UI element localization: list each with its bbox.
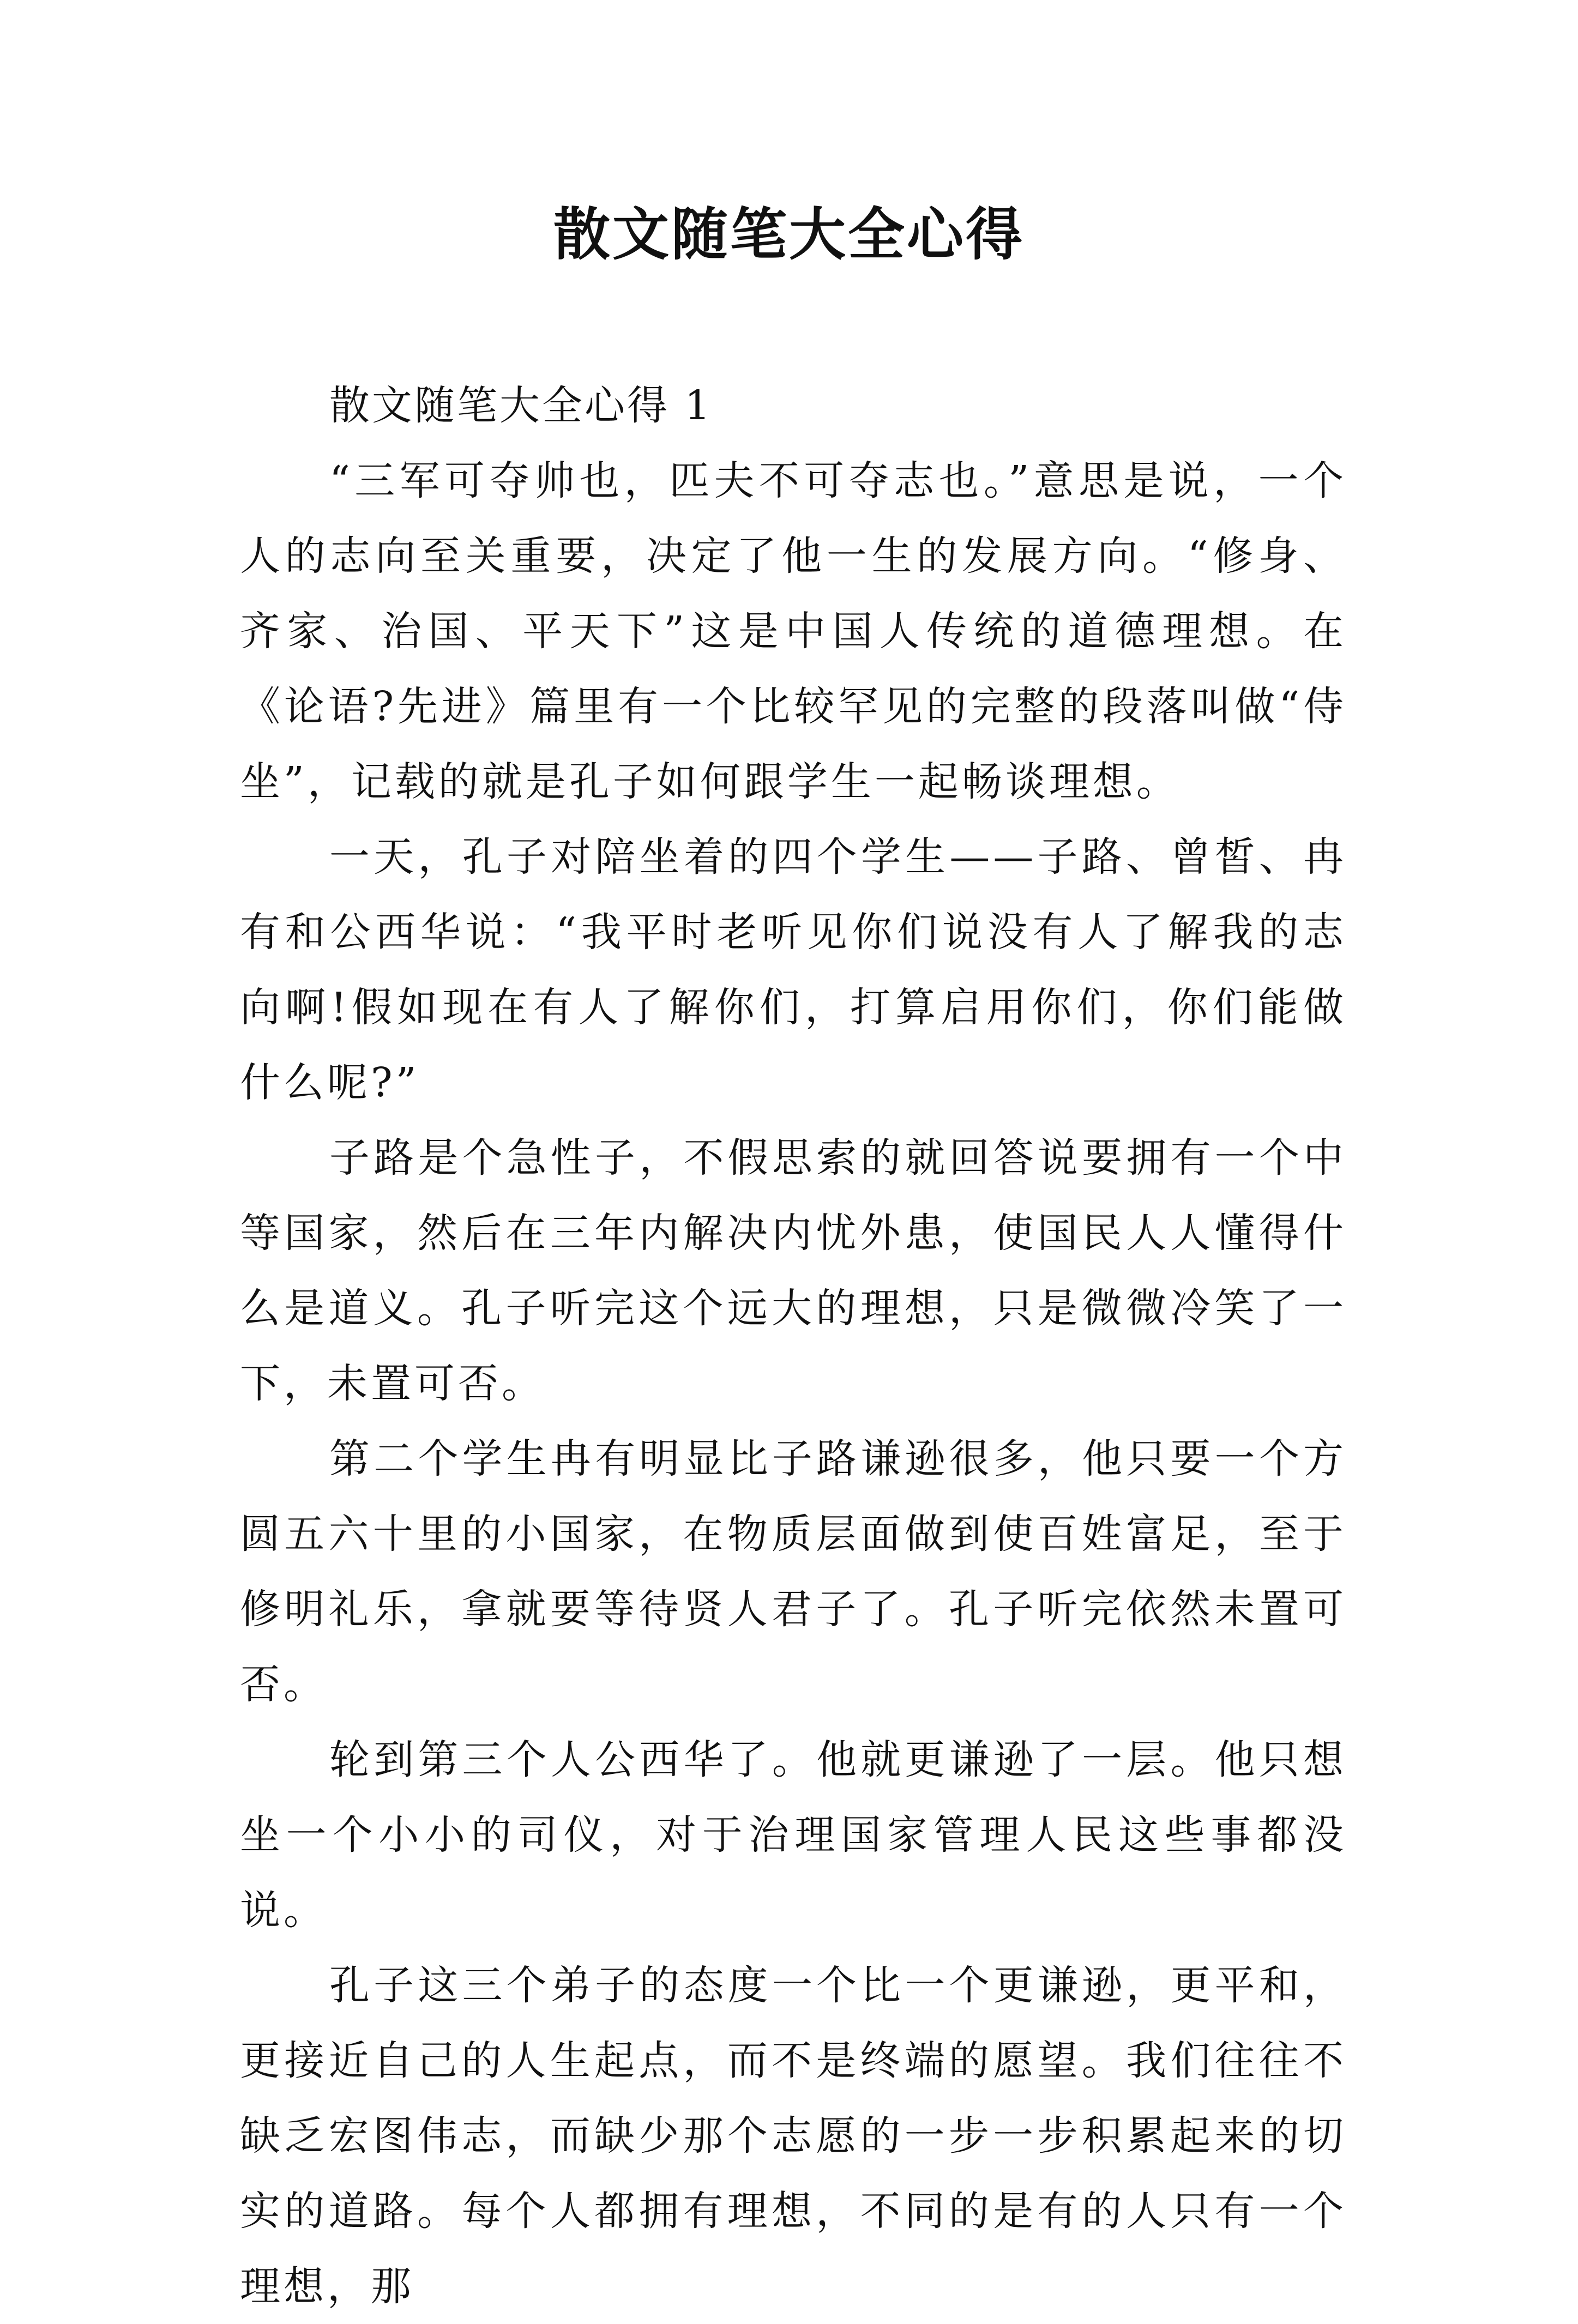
paragraph: 一天，孔子对陪坐着的四个学生——子路、曾皙、冉有和公西华说：“我平时老听见你们说没有人了解我的志向啊!假如现在有人了解你们，打算启用你们，你们能做什么呢?” [240,834,1347,1106]
document-title: 散文随笔大全心得 [553,201,1025,268]
paragraph: 轮到第三个人公西华了。他就更谦逊了一层。他只想坐一个小小的司仪，对于治理国家管理人民这些事都没说。 [240,1736,1347,1934]
section-heading: 散文随笔大全心得 1 [329,382,713,429]
paragraph: “三军可夺帅也，匹夫不可夺志也。”意思是说，一个人的志向至关重要，决定了他一生的发展方向。“修身、齐家、治国、平天下”这是中国人传统的道德理想。在《论语?先进》篇里有一个比较罕见的完整的段落叫做“侍坐”，记载的就是孔子如何跟学生一起畅谈理想。 [240,457,1347,805]
paragraph: 子路是个急性子，不假思索的就回答说要拥有一个中等国家，然后在三年内解决内忧外患，使国民人人懂得什么是道义。孔子听完这个远大的理想，只是微微冷笑了一下，未置可否。 [240,1134,1347,1407]
document-body [240,368,1347,2324]
paragraph: 第二个学生冉有明显比子路谦逊很多，他只要一个方圆五六十里的小国家，在物质层面做到使百姓富足，至于修明礼乐，拿就要等待贤人君子了。孔子听完依然未置可否。 [240,1435,1347,1708]
paragraph: 孔子这三个弟子的态度一个比一个更谦逊，更平和，更接近自己的人生起点，而不是终端的愿望。我们往往不缺乏宏图伟志，而缺少那个志愿的一步一步积累起来的切实的道路。每个人都拥有理想，不同的是有的人只有一个理想，那 [240,1962,1347,2310]
